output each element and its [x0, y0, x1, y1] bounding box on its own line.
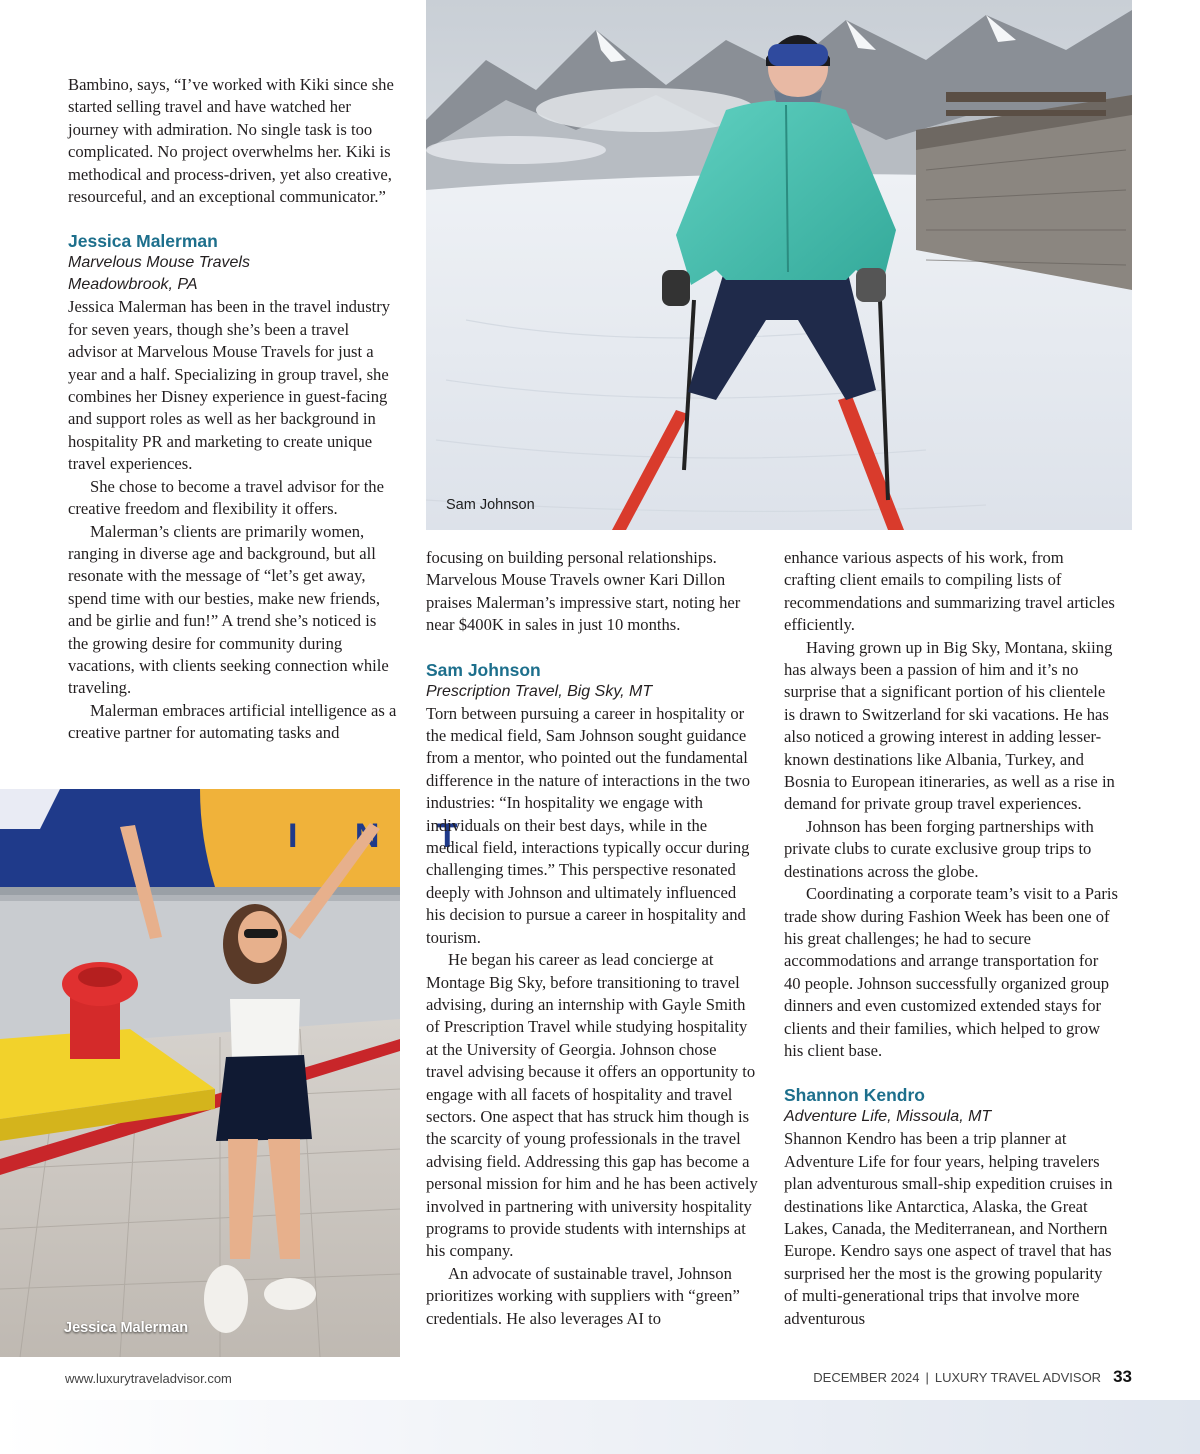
footer-website-url: www.luxurytraveladvisor.com	[65, 1371, 232, 1386]
profile-location-jessica: Meadowbrook, PA	[68, 276, 198, 294]
footer-publication: LUXURY TRAVEL ADVISOR	[934, 1370, 1102, 1385]
profile-affiliation-shannon: Adventure Life, Missoula, MT	[784, 1108, 992, 1126]
jessica-paragraph-3: Malerman’s clients are primarily women, ranging in diverse age and background, but all resonate with the message of “let’s get away, spend time with our besties, make new friends, and be girlie and fun!” A trend she’s noticed is the growing desire for community during vacations, with clients seeking connection while traveling.	[68, 521, 389, 698]
sam-paragraph-2: He began his career as lead concierge at Montage Big Sky, before transitioning to travel advising, during an internship with Gayle Smith of Prescription Travel while studying hospitality at the University of Georgia. Johnson chose travel advising because it offers an opportunity to engage with all facets of hospitality and travel sectors. One aspect that has struck him though is the scarcity of young professionals in the travel advising field. Addressing this gap has become a personal mission for him and he has been actively involved in partnering with university hospitality programs to provide students with internships at his company.	[426, 950, 758, 1261]
profile-affiliation-sam: Prescription Travel, Big Sky, MT	[426, 682, 653, 700]
page-number: 33	[1113, 1367, 1132, 1386]
ski-photo-caption: Sam Johnson	[446, 497, 535, 513]
jessica-paragraph-1: Jessica Malerman has been in the travel industry for seven years, though she’s been a travel advisor at Marvelous Mouse Travels for just a year and a half. Specializing in group travel, she combines her Disney experience in guest-facing and support roles as well as her background in hospitality PR and marketing to create unique travel experiences.	[68, 297, 391, 474]
footer-date: DECEMBER 2024	[813, 1370, 920, 1385]
ship-sign-text: I N T	[288, 817, 482, 855]
jessica-paragraph-4: Malerman embraces artificial intelligence as a creative partner for automating tasks and	[68, 700, 397, 743]
ship-photo-illustration	[0, 789, 482, 1357]
right-continuation-paragraph: enhance various aspects of his work, from crafting client emails to compiling lists of recommendations and summarizing travel articles efficiently.	[784, 548, 1115, 635]
ship-photo	[0, 789, 482, 1357]
jessica-paragraph-2: She chose to become a travel advisor for the creative freedom and flexibility it offers.	[68, 476, 384, 519]
left-column	[68, 74, 400, 745]
ship-photo-caption: Jessica Malerman	[64, 1320, 189, 1336]
footer-right	[813, 1367, 1132, 1387]
sam-paragraph-3: An advocate of sustainable travel, Johnson prioritizes working with suppliers with “green” credentials. He also leverages AI to	[426, 1263, 740, 1328]
profile-name-jessica: Jessica Malerman	[68, 231, 218, 252]
sam-paragraph-5: Johnson has been forging partnerships with private clubs to curate exclusive group trips to destinations across the globe.	[784, 816, 1094, 881]
footer-separator: |	[925, 1370, 929, 1385]
shannon-paragraph-1: Shannon Kendro has been a trip planner at Adventure Life for four years, helping travelers plan adventurous small-ship expedition cruises in destinations like Antarctica, Alaska, the Great Lakes, Canada, the Mediterranean, and Northern Europe. Kendro says one aspect of travel that has surprised her the most is the growing popularity of multi-generational trips that involve more adventurous	[784, 1129, 1113, 1328]
sam-paragraph-1: Torn between pursuing a career in hospitality or the medical field, Sam Johnson sought guidance from a mentor, who pointed out the fundamental difference in the nature of interactions in the two industries: “In hospitality we engage with individuals on their best days, while in the medical field, interactions typically occur during challenging times.” This perspective resonated deeply with Johnson and ultimately influenced his decision to pursue a career in hospitality and tourism.	[426, 703, 751, 947]
sam-paragraph-6: Coordinating a corporate team’s visit to a Paris trade show during Fashion Week has been one of his great challenges; he had to secure accommodations and arrange transportation for 40 people. Johnson successfully organized group dinners and even customized extended stays for clients and their families, which helped to grow his client base.	[784, 884, 1118, 1060]
left-quote-paragraph: Bambino, says, “I’ve worked with Kiki since she started selling travel and have watched her journey with admiration. No single task is too complicated. No project overwhelms her. Kiki is methodical and process-driven, yet also creative, resourceful, and an exceptional communicator.”	[68, 75, 394, 207]
right-column	[784, 547, 1118, 1330]
middle-continuation-paragraph: focusing on building personal relationships. Marvelous Mouse Travels owner Kari Dillon praises Malerman’s impressive start, noting her near $400K in sales in just 10 months.	[426, 548, 741, 635]
sam-paragraph-4: Having grown up in Big Sky, Montana, skiing has always been a passion of him and it’s no surprise that a significant portion of his clientele is drawn to Switzerland for ski vacations. He has also noticed a growing interest in adding lesser-known destinations like Albania, Turkey, and Bosnia to European itineraries, as well as a rise in demand for private group travel experiences.	[784, 637, 1115, 814]
profile-name-shannon: Shannon Kendro	[784, 1085, 925, 1106]
ski-photo	[426, 0, 1132, 530]
profile-company-jessica: Marvelous Mouse Travels	[68, 254, 250, 272]
footer-band	[0, 1400, 1200, 1454]
middle-column	[426, 547, 758, 1330]
ski-photo-illustration	[426, 0, 1132, 530]
profile-name-sam: Sam Johnson	[426, 659, 541, 680]
